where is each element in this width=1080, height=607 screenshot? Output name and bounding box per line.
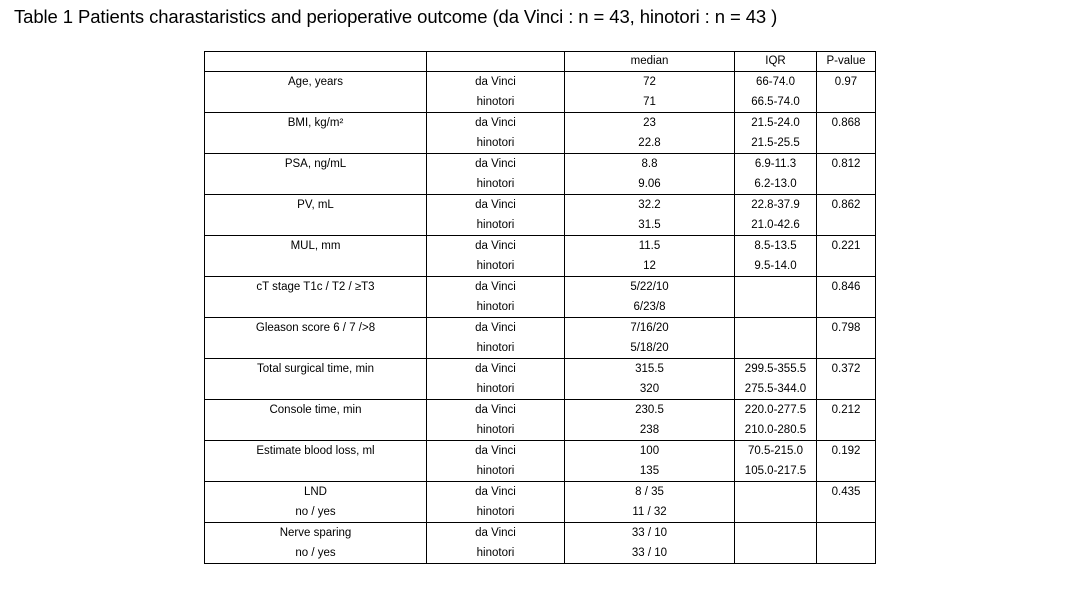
variable-name: BMI, kg/m² bbox=[205, 113, 427, 134]
median-value: 31.5 bbox=[565, 215, 735, 236]
iqr-value: 220.0-277.5 bbox=[735, 400, 817, 421]
iqr-value: 275.5-344.0 bbox=[735, 379, 817, 400]
p-value: 0.221 bbox=[817, 236, 876, 257]
group-name: hinotori bbox=[427, 256, 565, 277]
variable-sublabel bbox=[205, 256, 427, 277]
p-value-empty bbox=[817, 461, 876, 482]
table-row bbox=[205, 338, 876, 359]
group-name: hinotori bbox=[427, 461, 565, 482]
group-name: hinotori bbox=[427, 502, 565, 523]
p-value: 0.435 bbox=[817, 482, 876, 503]
median-value: 238 bbox=[565, 420, 735, 441]
iqr-value bbox=[735, 318, 817, 339]
variable-name: Age, years bbox=[205, 72, 427, 93]
median-value: 7/16/20 bbox=[565, 318, 735, 339]
iqr-value bbox=[735, 502, 817, 523]
group-name: hinotori bbox=[427, 174, 565, 195]
table-row bbox=[205, 113, 876, 134]
iqr-value bbox=[735, 523, 817, 544]
iqr-value: 105.0-217.5 bbox=[735, 461, 817, 482]
p-value-empty bbox=[817, 256, 876, 277]
median-value: 11.5 bbox=[565, 236, 735, 257]
p-value: 0.798 bbox=[817, 318, 876, 339]
median-value: 9.06 bbox=[565, 174, 735, 195]
table-row bbox=[205, 461, 876, 482]
p-value-empty bbox=[817, 379, 876, 400]
group-name: da Vinci bbox=[427, 318, 565, 339]
median-value: 315.5 bbox=[565, 359, 735, 380]
table-header-row bbox=[205, 52, 876, 72]
variable-name: cT stage T1c / T2 / ≥T3 bbox=[205, 277, 427, 298]
variable-sublabel bbox=[205, 92, 427, 113]
table-row bbox=[205, 256, 876, 277]
iqr-value bbox=[735, 543, 817, 564]
iqr-value: 21.0-42.6 bbox=[735, 215, 817, 236]
iqr-value bbox=[735, 338, 817, 359]
group-name: da Vinci bbox=[427, 441, 565, 462]
variable-name: MUL, mm bbox=[205, 236, 427, 257]
median-value: 22.8 bbox=[565, 133, 735, 154]
variable-sublabel bbox=[205, 297, 427, 318]
table-row bbox=[205, 482, 876, 503]
p-value-empty bbox=[817, 338, 876, 359]
median-value: 6/23/8 bbox=[565, 297, 735, 318]
median-value: 8.8 bbox=[565, 154, 735, 175]
group-name: da Vinci bbox=[427, 359, 565, 380]
median-value: 33 / 10 bbox=[565, 523, 735, 544]
median-value: 12 bbox=[565, 256, 735, 277]
variable-sublabel bbox=[205, 420, 427, 441]
iqr-value: 6.9-11.3 bbox=[735, 154, 817, 175]
group-name: da Vinci bbox=[427, 72, 565, 93]
header-pvalue: P-value bbox=[817, 52, 876, 72]
iqr-value: 22.8-37.9 bbox=[735, 195, 817, 216]
iqr-value bbox=[735, 482, 817, 503]
table-row bbox=[205, 72, 876, 93]
table-row bbox=[205, 502, 876, 523]
table-row bbox=[205, 236, 876, 257]
group-name: hinotori bbox=[427, 133, 565, 154]
table-row bbox=[205, 441, 876, 462]
group-name: hinotori bbox=[427, 379, 565, 400]
p-value-empty bbox=[817, 92, 876, 113]
median-value: 71 bbox=[565, 92, 735, 113]
p-value-empty bbox=[817, 133, 876, 154]
median-value: 100 bbox=[565, 441, 735, 462]
group-name: hinotori bbox=[427, 420, 565, 441]
p-value: 0.97 bbox=[817, 72, 876, 93]
median-value: 11 / 32 bbox=[565, 502, 735, 523]
p-value: 0.192 bbox=[817, 441, 876, 462]
variable-name: Estimate blood loss, ml bbox=[205, 441, 427, 462]
median-value: 72 bbox=[565, 72, 735, 93]
table-row bbox=[205, 277, 876, 298]
header-median: median bbox=[565, 52, 735, 72]
variable-name: Nerve sparing bbox=[205, 523, 427, 544]
header-variable bbox=[205, 52, 427, 72]
variable-sublabel bbox=[205, 215, 427, 236]
variable-name: PV, mL bbox=[205, 195, 427, 216]
group-name: da Vinci bbox=[427, 482, 565, 503]
variable-name: PSA, ng/mL bbox=[205, 154, 427, 175]
p-value-empty bbox=[817, 215, 876, 236]
iqr-value: 8.5-13.5 bbox=[735, 236, 817, 257]
table-row bbox=[205, 359, 876, 380]
table-row bbox=[205, 154, 876, 175]
results-table bbox=[204, 51, 876, 564]
iqr-value: 66-74.0 bbox=[735, 72, 817, 93]
median-value: 320 bbox=[565, 379, 735, 400]
group-name: da Vinci bbox=[427, 277, 565, 298]
variable-name: Total surgical time, min bbox=[205, 359, 427, 380]
iqr-value: 70.5-215.0 bbox=[735, 441, 817, 462]
iqr-value: 21.5-24.0 bbox=[735, 113, 817, 134]
table-row bbox=[205, 174, 876, 195]
p-value: 0.846 bbox=[817, 277, 876, 298]
p-value bbox=[817, 523, 876, 544]
group-name: hinotori bbox=[427, 338, 565, 359]
median-value: 5/22/10 bbox=[565, 277, 735, 298]
table-row bbox=[205, 318, 876, 339]
header-group bbox=[427, 52, 565, 72]
table-title: Table 1 Patients charastaristics and perioperative outcome (da Vinci : n = 43, hinotori : n = 43 ) bbox=[14, 6, 778, 27]
variable-sublabel bbox=[205, 133, 427, 154]
group-name: hinotori bbox=[427, 92, 565, 113]
variable-sublabel bbox=[205, 174, 427, 195]
iqr-value: 21.5-25.5 bbox=[735, 133, 817, 154]
table-row bbox=[205, 543, 876, 564]
variable-sublabel bbox=[205, 461, 427, 482]
p-value: 0.372 bbox=[817, 359, 876, 380]
group-name: da Vinci bbox=[427, 523, 565, 544]
group-name: hinotori bbox=[427, 297, 565, 318]
table-row bbox=[205, 400, 876, 421]
median-value: 230.5 bbox=[565, 400, 735, 421]
variable-name: LND bbox=[205, 482, 427, 503]
header-iqr: IQR bbox=[735, 52, 817, 72]
iqr-value bbox=[735, 297, 817, 318]
group-name: da Vinci bbox=[427, 195, 565, 216]
median-value: 33 / 10 bbox=[565, 543, 735, 564]
iqr-value: 6.2-13.0 bbox=[735, 174, 817, 195]
p-value: 0.212 bbox=[817, 400, 876, 421]
p-value-empty bbox=[817, 174, 876, 195]
table-row bbox=[205, 523, 876, 544]
table-row bbox=[205, 133, 876, 154]
iqr-value: 9.5-14.0 bbox=[735, 256, 817, 277]
results-table-body bbox=[205, 52, 876, 564]
variable-sublabel: no / yes bbox=[205, 502, 427, 523]
p-value: 0.868 bbox=[817, 113, 876, 134]
group-name: da Vinci bbox=[427, 113, 565, 134]
table-row bbox=[205, 195, 876, 216]
median-value: 32.2 bbox=[565, 195, 735, 216]
variable-sublabel bbox=[205, 338, 427, 359]
median-value: 135 bbox=[565, 461, 735, 482]
p-value-empty bbox=[817, 420, 876, 441]
table-row bbox=[205, 92, 876, 113]
median-value: 23 bbox=[565, 113, 735, 134]
group-name: da Vinci bbox=[427, 400, 565, 421]
table-row bbox=[205, 420, 876, 441]
variable-sublabel bbox=[205, 379, 427, 400]
median-value: 8 / 35 bbox=[565, 482, 735, 503]
group-name: hinotori bbox=[427, 543, 565, 564]
table-row bbox=[205, 215, 876, 236]
iqr-value bbox=[735, 277, 817, 298]
variable-name: Gleason score 6 / 7 />8 bbox=[205, 318, 427, 339]
group-name: hinotori bbox=[427, 215, 565, 236]
p-value-empty bbox=[817, 297, 876, 318]
iqr-value: 210.0-280.5 bbox=[735, 420, 817, 441]
group-name: da Vinci bbox=[427, 236, 565, 257]
p-value: 0.812 bbox=[817, 154, 876, 175]
table-row bbox=[205, 297, 876, 318]
p-value: 0.862 bbox=[817, 195, 876, 216]
median-value: 5/18/20 bbox=[565, 338, 735, 359]
variable-sublabel: no / yes bbox=[205, 543, 427, 564]
iqr-value: 66.5-74.0 bbox=[735, 92, 817, 113]
table-row bbox=[205, 379, 876, 400]
group-name: da Vinci bbox=[427, 154, 565, 175]
iqr-value: 299.5-355.5 bbox=[735, 359, 817, 380]
p-value-empty bbox=[817, 543, 876, 564]
variable-name: Console time, min bbox=[205, 400, 427, 421]
p-value-empty bbox=[817, 502, 876, 523]
